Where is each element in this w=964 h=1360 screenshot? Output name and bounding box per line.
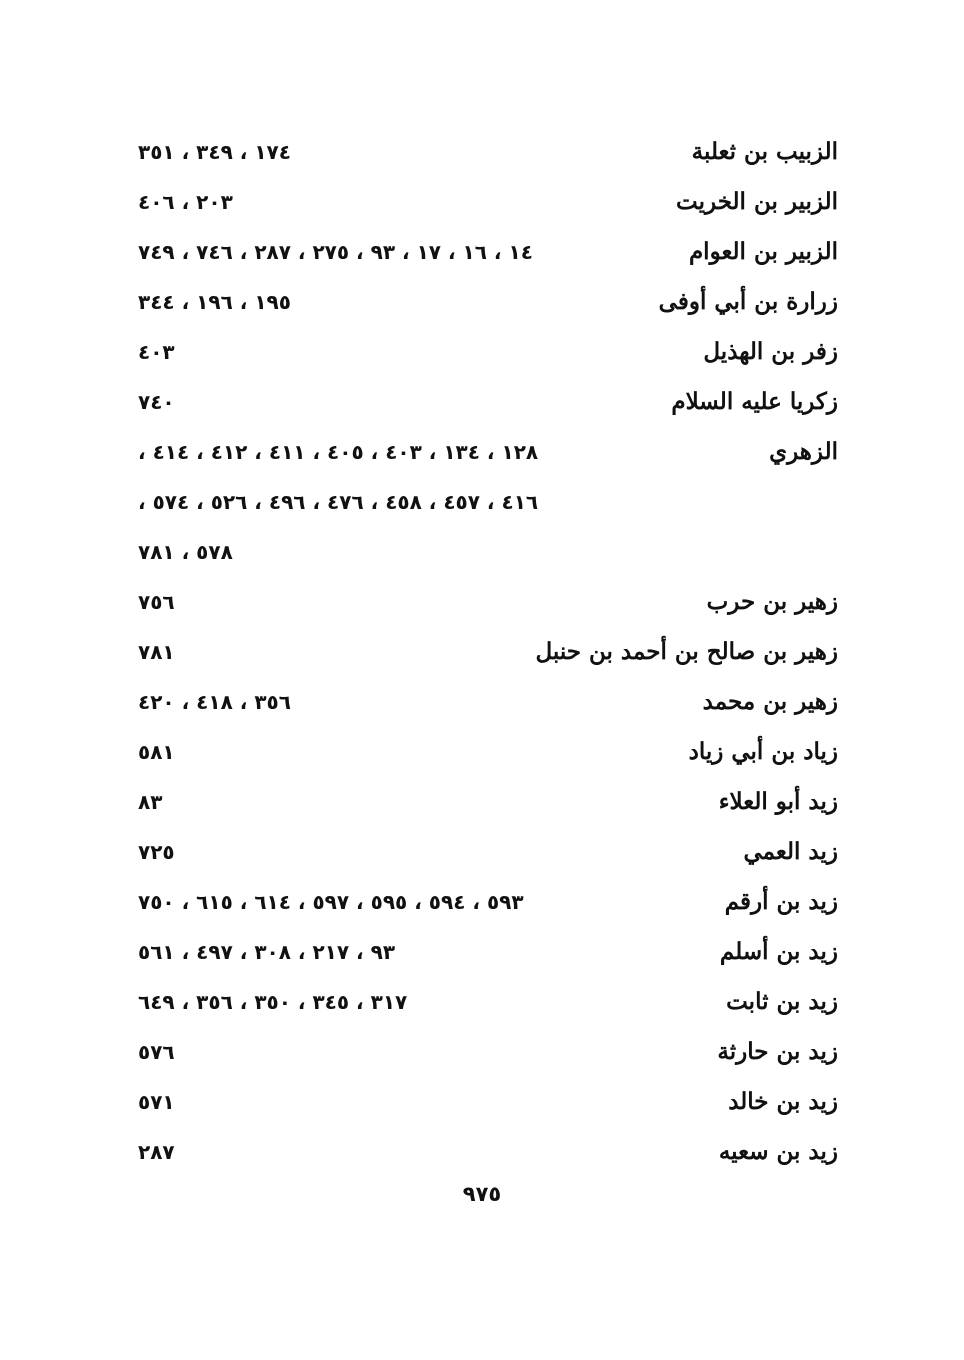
entry-name: زيد بن خالد bbox=[728, 1088, 838, 1115]
index-entry bbox=[138, 228, 838, 278]
entry-pages: ٣١٧ ، ٣٤٥ ، ٣٥٠ ، ٣٥٦ ، ٦٤٩ bbox=[138, 990, 408, 1014]
entry-pages: ٥٧٦ bbox=[138, 1040, 175, 1064]
index-entry bbox=[138, 628, 838, 678]
index-entry bbox=[138, 778, 838, 828]
entry-pages: ٧٥٦ bbox=[138, 590, 175, 614]
entry-name: زكريا عليه السلام bbox=[671, 388, 838, 415]
entry-pages: ٩٣ ، ٢١٧ ، ٣٠٨ ، ٤٩٧ ، ٥٦١ bbox=[138, 940, 396, 964]
entry-pages: ٥٧١ bbox=[138, 1090, 175, 1114]
entry-name: زهير بن حرب bbox=[706, 588, 838, 615]
entry-pages: ١٤ ، ١٦ ، ١٧ ، ٩٣ ، ٢٧٥ ، ٢٨٧ ، ٧٤٦ ، ٧٤٩ bbox=[138, 240, 533, 264]
entry-name: الزبيب بن ثعلبة bbox=[691, 138, 838, 165]
index-entry bbox=[138, 578, 838, 628]
index-entry bbox=[138, 278, 838, 328]
index-entry bbox=[138, 1128, 838, 1178]
entry-pages: ٢٨٧ bbox=[138, 1140, 175, 1164]
entry-pages: ٧٢٥ bbox=[138, 840, 175, 864]
entry-name: زيد بن أرقم bbox=[724, 888, 838, 915]
entry-pages: ٤١٦ ، ٤٥٧ ، ٤٥٨ ، ٤٧٦ ، ٤٩٦ ، ٥٢٦ ، ٥٧٤ ، bbox=[138, 490, 539, 514]
entry-pages: ٥٧٨ ، ٧٨١ bbox=[138, 540, 233, 564]
entry-name: زيد العمي bbox=[743, 838, 838, 865]
entry-pages: ٨٣ bbox=[138, 790, 163, 814]
page-number: ٩٧٥ bbox=[462, 1182, 502, 1206]
index-entry bbox=[138, 1028, 838, 1078]
entry-pages: ١٧٤ ، ٣٤٩ ، ٣٥١ bbox=[138, 140, 291, 164]
entry-name: زفر بن الهذيل bbox=[703, 338, 838, 365]
index-entry bbox=[138, 328, 838, 378]
entry-name: زهير بن صالح بن أحمد بن حنبل bbox=[535, 638, 838, 665]
entry-name: الزبير بن العوام bbox=[688, 238, 838, 265]
entry-name: زياد بن أبي زياد bbox=[688, 738, 838, 765]
entry-name: زرارة بن أبي أوفى bbox=[658, 288, 838, 315]
entry-pages: ٧٨١ bbox=[138, 640, 175, 664]
index-entry bbox=[138, 978, 838, 1028]
entry-pages: ٤٠٣ bbox=[138, 340, 175, 364]
name-index-list bbox=[138, 128, 838, 1178]
index-entry bbox=[138, 828, 838, 878]
index-entry bbox=[138, 178, 838, 228]
entry-pages: ١٢٨ ، ١٣٤ ، ٤٠٣ ، ٤٠٥ ، ٤١١ ، ٤١٢ ، ٤١٤ ، bbox=[138, 440, 539, 464]
entry-name: زيد بن سعيه bbox=[718, 1138, 838, 1165]
index-entry bbox=[138, 878, 838, 928]
index-entry-continuation bbox=[138, 528, 838, 578]
index-entry bbox=[138, 928, 838, 978]
entry-pages: ١٩٥ ، ١٩٦ ، ٣٤٤ bbox=[138, 290, 291, 314]
entry-name: زيد بن أسلم bbox=[719, 938, 838, 965]
entry-name: زيد أبو العلاء bbox=[718, 788, 838, 815]
index-entry bbox=[138, 128, 838, 178]
entry-name: زيد بن حارثة bbox=[717, 1038, 838, 1065]
index-entry bbox=[138, 428, 838, 478]
index-entry bbox=[138, 678, 838, 728]
entry-name: زيد بن ثابت bbox=[726, 988, 838, 1015]
entry-name: زهير بن محمد bbox=[702, 688, 838, 715]
entry-pages: ٣٥٦ ، ٤١٨ ، ٤٢٠ bbox=[138, 690, 291, 714]
entry-pages: ٥٨١ bbox=[138, 740, 175, 764]
entry-pages: ٥٩٣ ، ٥٩٤ ، ٥٩٥ ، ٥٩٧ ، ٦١٤ ، ٦١٥ ، ٧٥٠ bbox=[138, 890, 524, 914]
entry-name: الزبير بن الخريت bbox=[676, 188, 838, 215]
index-entry-continuation bbox=[138, 478, 838, 528]
entry-pages: ٧٤٠ bbox=[138, 390, 175, 414]
index-entry bbox=[138, 1078, 838, 1128]
index-entry bbox=[138, 728, 838, 778]
entry-pages: ٢٠٣ ، ٤٠٦ bbox=[138, 190, 233, 214]
index-entry bbox=[138, 378, 838, 428]
entry-name: الزهري bbox=[769, 438, 838, 465]
